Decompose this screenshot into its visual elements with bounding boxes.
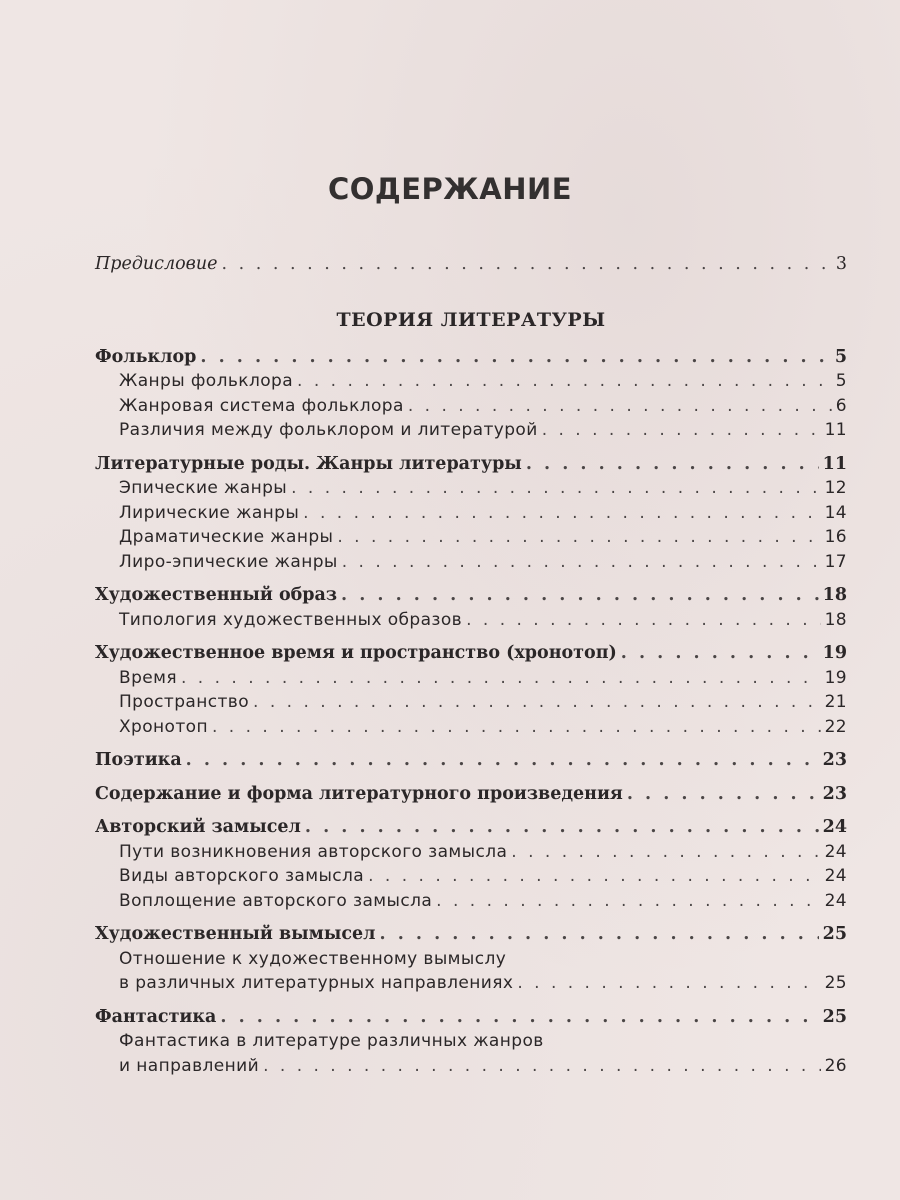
page-number: 23 (822, 783, 847, 804)
dot-leader (466, 608, 820, 633)
toc-chapter (95, 345, 847, 370)
toc-label: Лирические жанры (119, 502, 300, 523)
toc-subsection (95, 971, 847, 996)
toc-group (95, 345, 847, 443)
toc-label: Авторский замысел (95, 817, 301, 837)
toc-subsection (95, 550, 847, 575)
dot-leader (511, 840, 820, 865)
page-number: 3 (835, 254, 847, 274)
page-number: 25 (822, 1006, 847, 1027)
page-number: 16 (824, 527, 847, 547)
dot-leader (297, 369, 832, 394)
page-number: 18 (822, 585, 847, 605)
table-of-contents (95, 252, 847, 1078)
toc-chapter (95, 641, 847, 666)
toc-chapter (95, 583, 847, 608)
page-number: 22 (824, 716, 847, 737)
page-number: 19 (824, 667, 847, 688)
dot-leader (200, 345, 830, 370)
toc-chapter (95, 1005, 847, 1030)
toc-subsection (95, 418, 847, 443)
toc-label: Жанры фольклора (119, 371, 294, 391)
dot-leader (342, 550, 821, 575)
dot-leader (627, 782, 819, 807)
toc-label: в различных литературных направлениях (119, 973, 514, 993)
toc-label: Различия между фольклором и литературой (119, 420, 538, 440)
toc-subsection (95, 715, 847, 740)
toc-group (95, 641, 847, 739)
toc-label: Виды авторского замысла (119, 866, 365, 886)
toc-label: Пути возникновения авторского замысла (119, 841, 508, 862)
dot-leader (621, 641, 819, 666)
dot-leader (380, 922, 819, 947)
page-number: 24 (824, 866, 847, 886)
toc-label: Предисловие (95, 254, 218, 274)
toc-label: Художественное время и пространство (хронотоп) (95, 643, 617, 663)
toc-label: Художественный образ (95, 585, 338, 605)
toc-entry-preface (95, 252, 847, 277)
toc-group (95, 922, 847, 996)
toc-label: Время (119, 667, 177, 688)
toc-label: Пространство (119, 692, 250, 712)
dot-leader (303, 501, 820, 526)
dot-leader (368, 864, 820, 889)
page-number: 11 (822, 453, 847, 474)
page-number: 5 (834, 346, 847, 367)
toc-label: Воплощение авторского замысла (119, 890, 433, 911)
page-number: 14 (824, 502, 847, 523)
toc-label: Драматические жанры (119, 527, 334, 547)
page-number: 25 (822, 924, 847, 944)
page-number: 26 (824, 1055, 847, 1076)
toc-label: Эпические жанры (119, 478, 288, 498)
page-number: 5 (835, 371, 847, 391)
dot-leader (341, 583, 819, 608)
toc-label: Художественный вымысел (95, 924, 376, 944)
toc-label: Хронотоп (119, 716, 208, 737)
toc-group (95, 583, 847, 632)
toc-subsection (95, 690, 847, 715)
toc-subsection (95, 608, 847, 633)
toc-group (95, 815, 847, 913)
page-number: 17 (824, 551, 847, 572)
toc-subsection (95, 864, 847, 889)
dot-leader (436, 889, 820, 914)
toc-label: Фантастика (95, 1006, 217, 1027)
toc-chapter (95, 748, 847, 773)
section-heading: ТЕОРИЯ ЛИТЕРАТУРЫ (336, 308, 606, 331)
dot-leader (181, 666, 821, 691)
dot-leader (291, 476, 820, 501)
toc-subsection (95, 476, 847, 501)
toc-label: Поэтика (95, 750, 182, 770)
dot-leader (263, 1054, 820, 1079)
page-number: 11 (824, 420, 847, 440)
toc-chapter (95, 452, 847, 477)
dot-leader (221, 252, 831, 277)
page-number: 18 (824, 609, 847, 630)
page-number: 24 (824, 841, 847, 862)
dot-leader (186, 748, 819, 773)
dot-leader (305, 815, 819, 840)
page-number: 24 (824, 890, 847, 911)
toc-subsection-line: Фантастика в литературе различных жанров (119, 1031, 544, 1051)
toc-chapter (95, 815, 847, 840)
toc-label: Фольклор (95, 346, 197, 367)
toc-subsection (95, 1054, 847, 1079)
toc-subsection (95, 840, 847, 865)
page-number: 21 (824, 692, 847, 712)
page-number: 24 (822, 817, 847, 837)
toc-label: Литературные роды. Жанры литературы (95, 453, 522, 474)
page-title: СОДЕРЖАНИЕ (327, 172, 573, 206)
toc-subsection-line: Отношение к художественному вымыслу (119, 948, 507, 969)
page-number: 19 (822, 643, 847, 663)
toc-label: Лиро-эпические жанры (119, 551, 338, 572)
page-number: 25 (824, 973, 847, 993)
toc-subsection (95, 666, 847, 691)
dot-leader (526, 452, 819, 477)
toc-group (95, 1005, 847, 1079)
page-number: 12 (824, 478, 847, 498)
dot-leader (253, 690, 821, 715)
toc-label: и направлений (119, 1055, 260, 1076)
toc-group (95, 452, 847, 575)
dot-leader (220, 1005, 818, 1030)
toc-subsection (95, 501, 847, 526)
page-number: 6 (835, 395, 847, 416)
dot-leader (517, 971, 820, 996)
dot-leader (408, 394, 832, 419)
toc-label: Жанровая система фольклора (119, 395, 404, 416)
dot-leader (212, 715, 821, 740)
dot-leader (542, 418, 821, 443)
toc-label: Типология художественных образов (119, 609, 463, 630)
toc-subsection (95, 369, 847, 394)
toc-chapter (95, 922, 847, 947)
toc-label: Содержание и форма литературного произведения (95, 783, 623, 804)
dot-leader (337, 525, 820, 550)
toc-subsection (95, 889, 847, 914)
toc-chapter (95, 782, 847, 807)
page-number: 23 (822, 750, 847, 770)
toc-subsection (95, 525, 847, 550)
toc-subsection (95, 394, 847, 419)
